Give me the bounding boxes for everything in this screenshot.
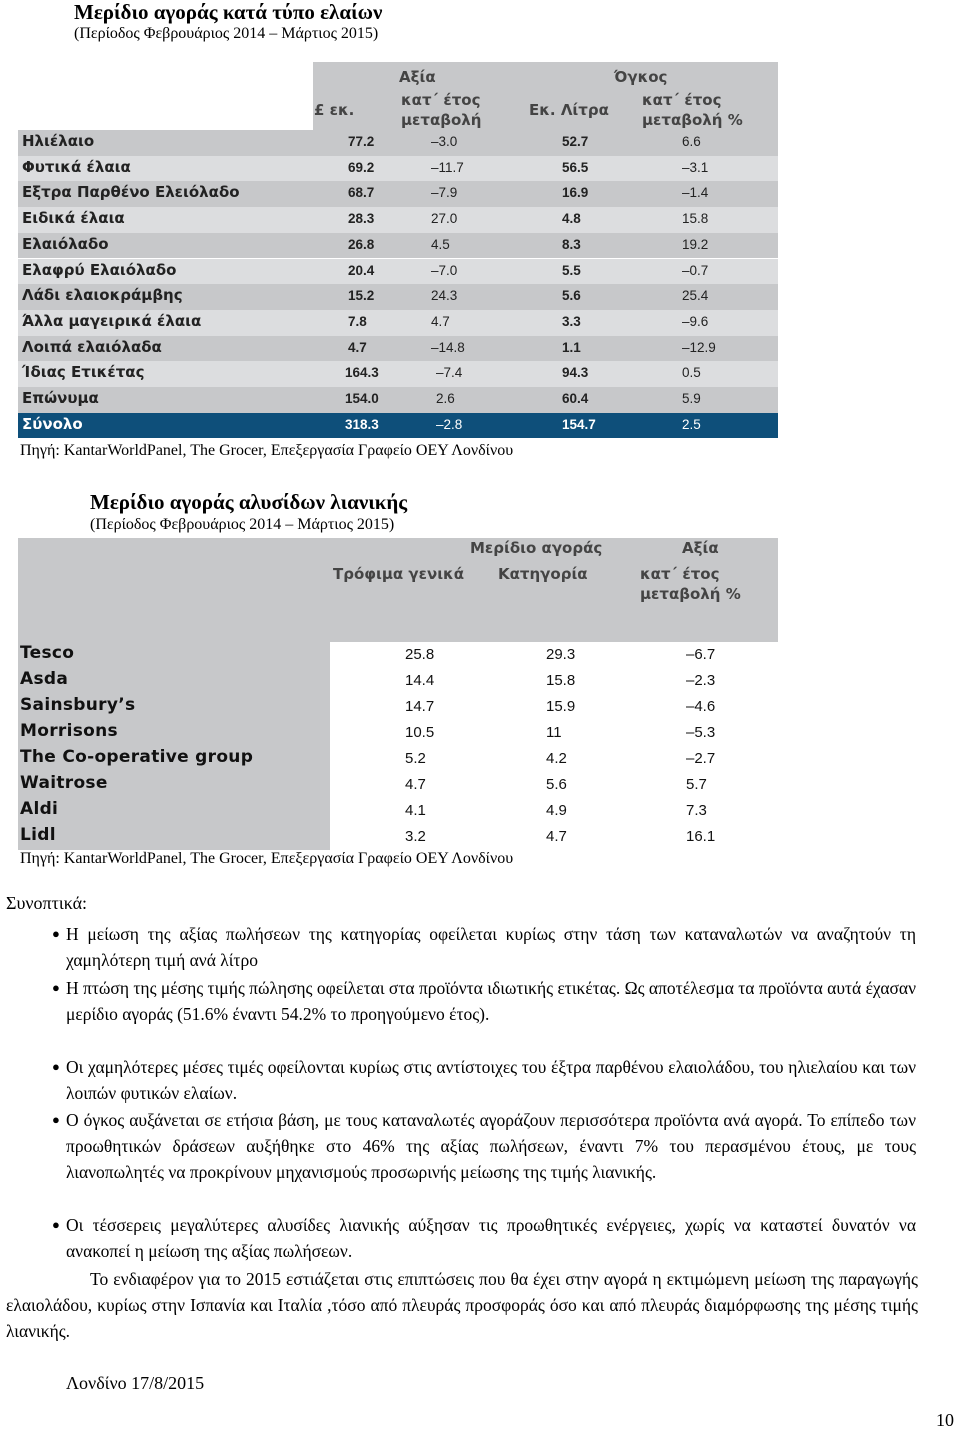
table1-cell-value-change: –2.8 <box>436 416 463 432</box>
table1-cell-value: 4.7 <box>348 339 367 355</box>
table2-cell-label: Asda <box>20 669 69 689</box>
table1-cell-label: Λάδι ελαιοκράμβης <box>22 286 183 305</box>
retail-chain-share-table <box>18 538 778 848</box>
bullet-icon: ● <box>52 926 60 941</box>
table1-cell-value-change: –11.7 <box>431 159 464 175</box>
table1-cell-value: 318.3 <box>345 416 379 432</box>
table1-cell-label: Άλλα μαγειρικά έλαια <box>22 311 202 330</box>
table1-cell-value-change: 4.5 <box>431 236 450 252</box>
table2-cell-category: 15.8 <box>546 672 576 689</box>
summary-bullet-1: ● Η μείωση της αξίας πωλήσεων της κατηγορίας οφείλεται κυρίως στην τάση των καταναλωτών να αναζητούν τη χαμηλότερη τιμή ανά λίτρο <box>66 921 916 973</box>
table2-cell-label: Aldi <box>20 799 59 819</box>
table2-title: Μερίδιο αγοράς αλυσίδων λιανικής <box>90 490 408 514</box>
header-col-value: £ εκ. <box>314 101 355 119</box>
table1-cell-label: Επώνυμα <box>22 389 99 407</box>
table1-cell-volume: 16.9 <box>562 185 589 201</box>
table2-row <box>18 694 778 720</box>
bullet-icon: ● <box>52 1112 60 1127</box>
table2-row <box>18 746 778 772</box>
table1-cell-value-change: 27.0 <box>431 211 458 227</box>
table2-subtitle: (Περίοδος Φεβρουάριος 2014 – Μάρτιος 2015) <box>90 516 395 533</box>
table2-row <box>18 720 778 746</box>
table2-cell-food: 10.5 <box>405 724 435 741</box>
table2-cell-label: The Co-operative group <box>20 747 254 767</box>
table1-cell-value: 28.3 <box>348 211 375 227</box>
table1-cell-label: Φυτικά έλαια <box>22 157 131 176</box>
summary-bullet-4: ● Ο όγκος αυξάνεται σε ετήσια βάση, με τους καταναλωτές αγοράζουν περισσότερα προϊόντα ανά αγορά. Το επίπεδο των προωθητικών δράσεων αυξήθηκε στο 46% της αξίας πωλήσεων, έναντι 7% του περασμένου έτους, με τους λιανοπωλητές να προκρίνουν μηχανισμούς προσωρινής μείωσης της τιμής λιανικής. <box>66 1107 916 1185</box>
header-group-value: Αξία <box>399 68 436 86</box>
table1-row <box>18 310 778 336</box>
table1-row <box>18 284 778 310</box>
table2-cell-change: –6.7 <box>686 646 716 663</box>
table2-cell-label: Morrisons <box>20 721 118 741</box>
table1-cell-value: 69.2 <box>348 159 375 175</box>
table1-cell-label: Λοιπά ελαιόλαδα <box>22 337 162 356</box>
table1-row <box>18 413 778 439</box>
header-group-share: Μερίδιο αγοράς <box>470 539 603 557</box>
table1-cell-value-change: 4.7 <box>431 313 450 329</box>
summary-bullet-5: ● Οι τέσσερεις μεγαλύτερες αλυσίδες λιανικής αύξησαν τις προωθητικές ενέργειες, χωρίς να καταστεί δυνατόν να ανακοπεί η μείωση της αξίας πωλήσεων. <box>66 1212 916 1264</box>
table1-cell-label: Ελαφρύ Ελαιόλαδο <box>22 260 177 279</box>
table2-cell-change: –2.7 <box>686 750 716 767</box>
table1-cell-volume-change: –3.1 <box>682 159 709 175</box>
table1-cell-value-change: 24.3 <box>431 288 458 304</box>
table1-cell-label: Εξτρα Παρθένο Ελειόλαδο <box>22 183 240 202</box>
table2-cell-category: 11 <box>546 724 562 741</box>
table2-cell-category: 4.9 <box>546 802 567 819</box>
table2-cell-category: 5.6 <box>546 776 567 793</box>
table2-cell-category: 15.9 <box>546 698 576 715</box>
table1-row <box>18 361 778 387</box>
table1-cell-value: 154.0 <box>345 391 379 406</box>
table1-cell-volume: 154.7 <box>562 416 596 432</box>
table2-cell-change: 16.1 <box>686 828 716 845</box>
table1-cell-value: 20.4 <box>348 262 375 278</box>
table1-row <box>18 387 778 413</box>
table2-cell-change: 7.3 <box>686 802 707 819</box>
table2-cell-category: 4.7 <box>546 828 567 845</box>
table1-cell-label: Ίδιας Ετικέτας <box>22 363 145 382</box>
bullet-icon: ● <box>52 1217 60 1232</box>
summary-bullet-3: ● Οι χαμηλότερες μέσες τιμές οφείλονται κυρίως στις αντίστοιχες του έξτρα παρθένου ελαιολάδου, του ηλιελαίου και των λοιπών φυτικών ελαίων. <box>66 1054 916 1106</box>
header-col-change: κατ΄ έτος μεταβολή % <box>640 565 741 603</box>
table2-cell-label: Waitrose <box>20 773 108 793</box>
table2-cell-change: 5.7 <box>686 776 707 793</box>
table1-cell-volume-change: –0.7 <box>682 262 709 278</box>
table2-row-label-bg <box>18 798 330 824</box>
table1-row <box>18 181 778 207</box>
table1-cell-value: 7.8 <box>348 313 367 329</box>
table2-row <box>18 772 778 798</box>
table1-cell-label: Ηλιέλαιο <box>22 132 95 150</box>
table1-cell-value: 77.2 <box>348 134 375 149</box>
table1-row <box>18 336 778 362</box>
header-col-volume: Εκ. Λίτρα <box>529 101 609 119</box>
bullet-icon: ● <box>52 1059 60 1074</box>
table1-cell-label: Ειδικά έλαια <box>22 209 125 228</box>
table2-cell-food: 14.7 <box>405 698 435 715</box>
table1-cell-volume: 94.3 <box>562 365 589 381</box>
table1-cell-volume-change: 2.5 <box>682 416 701 432</box>
table1-cell-value: 68.7 <box>348 185 375 201</box>
header-col-value-change: κατ΄ έτος μεταβολή <box>401 91 482 129</box>
table1-cell-value-change: 2.6 <box>436 391 455 406</box>
table1-cell-volume: 8.3 <box>562 236 581 252</box>
table1-cell-value-change: –7.9 <box>431 185 458 201</box>
table1-cell-volume: 4.8 <box>562 211 581 227</box>
table1-cell-volume-change: –9.6 <box>682 313 709 329</box>
table1-cell-label: Ελαιόλαδο <box>22 234 109 253</box>
table1-row <box>18 259 778 285</box>
table1-cell-volume-change: 19.2 <box>682 236 709 252</box>
table2-cell-label: Lidl <box>20 825 56 845</box>
place-date: Λονδίνο 17/8/2015 <box>66 1373 205 1393</box>
table1-cell-volume: 52.7 <box>562 134 589 149</box>
table1-cell-value-change: –7.4 <box>436 365 463 381</box>
table2-cell-food: 3.2 <box>405 828 426 845</box>
table1-cell-volume-change: 15.8 <box>682 211 709 227</box>
table2-cell-category: 29.3 <box>546 646 576 663</box>
table1-cell-volume: 5.6 <box>562 288 581 304</box>
table2-cell-label: Sainsbury’s <box>20 695 136 715</box>
table1-cell-volume: 3.3 <box>562 313 581 329</box>
table1-row <box>18 156 778 182</box>
header-col-volume-change: κατ΄ έτος μεταβολή % <box>642 91 743 129</box>
table1-row <box>18 207 778 233</box>
table2-row <box>18 642 778 668</box>
summary-paragraph: Το ενδιαφέρον για το 2015 εστιάζεται στις επιπτώσεις που θα έχει στην αγορά η εκτιμώμενη μείωση της παραγωγής ελαιολάδου, κυρίως στην Ισπανία και Ιταλία ,τόσο από πλευράς προσφοράς όσο και από πλευράς διαμόρφωσης της μέσης τιμής λιανικής. <box>6 1269 918 1341</box>
table1-source: Πηγή: KantarWorldPanel, The Grocer, Επεξεργασία Γραφείο ΟΕΥ Λονδίνου <box>20 442 514 459</box>
page-number: 10 <box>936 1410 954 1430</box>
table2-row <box>18 798 778 824</box>
table2-cell-change: –2.3 <box>686 672 716 689</box>
table1-cell-volume: 56.5 <box>562 159 589 175</box>
table2-cell-label: Tesco <box>20 643 75 663</box>
table2-cell-food: 4.7 <box>405 776 426 793</box>
table1-header-blank <box>18 62 313 130</box>
table1-cell-label: Σύνολο <box>22 414 83 433</box>
table1-cell-volume-change: 0.5 <box>682 365 701 381</box>
header-col-category: Κατηγορία <box>498 565 588 583</box>
header-col-food: Τρόφιμα γενικά <box>333 565 465 583</box>
table1-cell-value: 164.3 <box>345 365 379 381</box>
table1-cell-value-change: –7.0 <box>431 262 458 278</box>
table1-cell-value-change: –14.8 <box>431 339 465 355</box>
bullet-icon: ● <box>52 980 60 995</box>
header-group-value2: Αξία <box>682 539 719 557</box>
table1-cell-value-change: –3.0 <box>431 134 458 149</box>
table2-cell-food: 14.4 <box>405 672 435 689</box>
table2-cell-change: –4.6 <box>686 698 716 715</box>
table1-cell-volume: 1.1 <box>562 339 581 355</box>
table1-row <box>18 233 778 259</box>
table1-cell-value: 15.2 <box>348 288 375 304</box>
table2-row-label-bg <box>18 824 330 850</box>
table1-row <box>18 130 778 156</box>
table1-cell-value: 26.8 <box>348 236 375 252</box>
table1-cell-volume: 60.4 <box>562 391 589 406</box>
table2-cell-change: –5.3 <box>686 724 716 741</box>
header-group-volume: Όγκος <box>614 68 668 86</box>
table2-row <box>18 668 778 694</box>
table1-cell-volume-change: –12.9 <box>682 339 716 355</box>
table2-cell-category: 4.2 <box>546 750 567 767</box>
table1-cell-volume: 5.5 <box>562 262 581 278</box>
table2-source: Πηγή: KantarWorldPanel, The Grocer, Επεξεργασία Γραφείο ΟΕΥ Λονδίνου <box>20 850 514 867</box>
table2-row <box>18 824 778 850</box>
summary-bullet-2: ● Η πτώση της μέσης τιμής πώλησης οφείλεται στα προϊόντα ιδιωτικής ετικέτας. Ως αποτέλεσμα τα προϊόντα αυτά έχασαν μερίδιο αγοράς (51.6% έναντι 54.2% το προηγούμενο έτος). <box>66 975 916 1027</box>
table2-cell-food: 4.1 <box>405 802 426 819</box>
table2-cell-food: 25.8 <box>405 646 435 663</box>
summary-heading: Συνοπτικά: <box>6 893 88 913</box>
table1-cell-volume-change: 6.6 <box>682 134 701 149</box>
oil-market-share-table <box>18 62 778 437</box>
table1-cell-volume-change: –1.4 <box>682 185 709 201</box>
table1-cell-volume-change: 5.9 <box>682 391 701 406</box>
table1-cell-volume-change: 25.4 <box>682 288 709 304</box>
table1-title: Μερίδιο αγοράς κατά τύπο ελαίων <box>74 0 383 24</box>
table2-cell-food: 5.2 <box>405 750 426 767</box>
table1-subtitle: (Περίοδος Φεβρουάριος 2014 – Μάρτιος 2015) <box>74 25 379 42</box>
